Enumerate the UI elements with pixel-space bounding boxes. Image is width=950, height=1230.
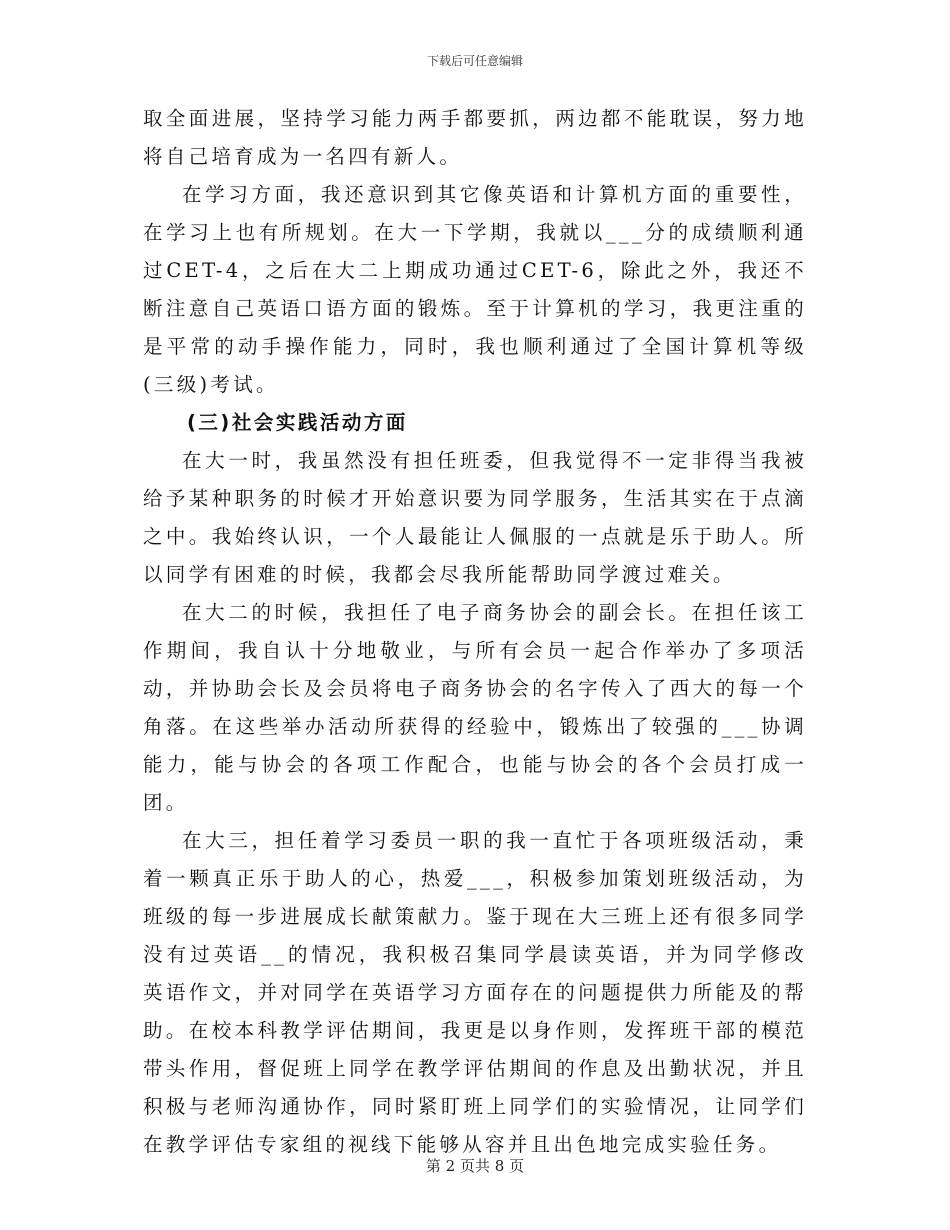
- paragraph-study: 在学习方面，我还意识到其它像英语和计算机方面的重要性，在学习上也有所规划。在大一下学期，我就以___分的成绩顺利通过CET-4，之后在大二上期成功通过CET-6，除此之外，我还不断注意自己英语口语方面的锻炼。至于计算机的学习，我更注重的是平常的动手操作能力，同时，我也顺利通过了全国计算机等级(三级)考试。: [143, 183, 807, 396]
- paragraph-freshman: 在大一时，我虽然没有担任班委，但我觉得不一定非得当我被给予某种职务的时候才开始意识要为同学服务，生活其实在于点滴之中。我始终认识，一个人最能让人佩服的一点就是乐于助人。所以同学有困难的时候，我都会尽我所能帮助同学渡过难关。: [143, 449, 807, 586]
- document-body: [143, 100, 807, 1164]
- page-footer: 第 2 页共 8 页: [425, 1157, 525, 1175]
- paragraph-sophomore: 在大二的时候，我担任了电子商务协会的副会长。在担任该工作期间，我自认十分地敬业，与所有会员一起合作举办了多项活动，并协助会长及会员将电子商务协会的名字传入了西大的每一个角落。在这些举办活动所获得的经验中，锻炼出了较强的___协调能力，能与协会的各项工作配合，也能与协会的各个会员打成一团。: [143, 601, 807, 814]
- page-header: 下载后可任意编辑: [426, 54, 523, 68]
- section-heading: (三)社会实践活动方面: [187, 411, 408, 434]
- paragraph-continuation: 取全面进展，坚持学习能力两手都要抓，两边都不能耽误，努力地将自己培育成为一名四有新人。: [143, 107, 807, 168]
- paragraph-junior: 在大三，担任着学习委员一职的我一直忙于各项班级活动，秉着一颗真正乐于助人的心，热爱___，积极参加策划班级活动，为班级的每一步进展成长献策献力。鉴于现在大三班上还有很多同学没有过英语__的情况，我积极召集同学晨读英语，并为同学修改英语作文，并对同学在英语学习方面存在的问题提供力所能及的帮助。在校本科教学评估期间，我更是以身作则，发挥班干部的模范带头作用，督促班上同学在教学评估期间的作息及出勤状况，并且积极与老师沟通协作，同时紧盯班上同学们的实验情况，让同学们在教学评估专家组的视线下能够从容并且出色地完成实验任务。: [143, 829, 807, 1156]
